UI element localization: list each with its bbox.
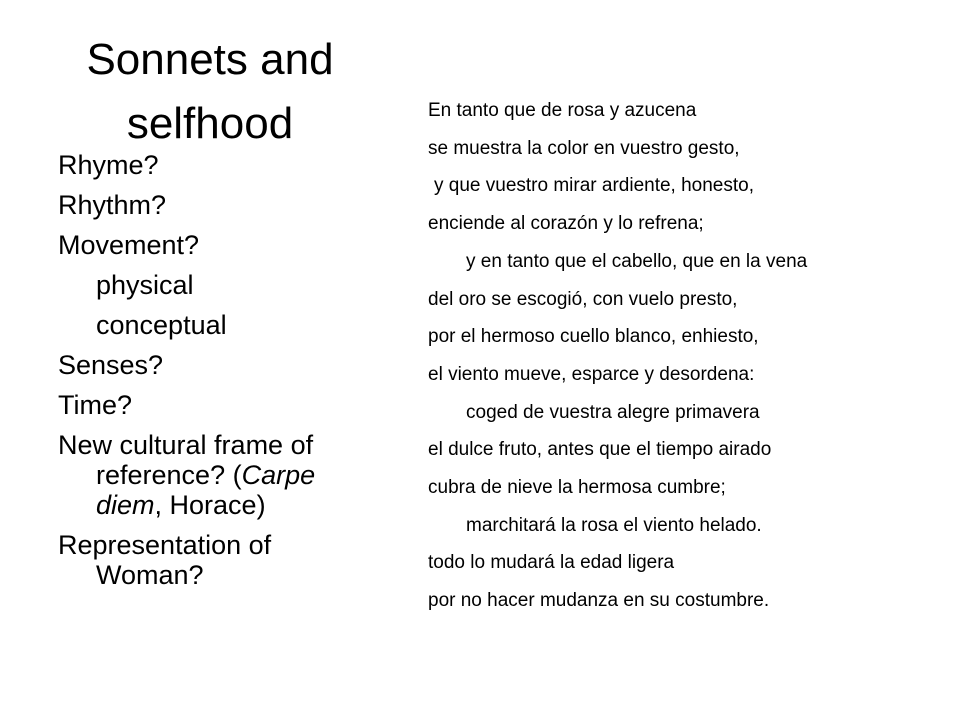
poem-line: y en tanto que el cabello, que en la vena xyxy=(466,250,808,272)
subquestion-physical: physical xyxy=(96,270,194,300)
question-rhyme: Rhyme? xyxy=(58,150,159,180)
questions-list xyxy=(58,150,378,600)
poem-line: enciende al corazón y lo refrena; xyxy=(428,213,704,235)
cultural-frame-text: New cultural frame of reference? ( xyxy=(58,430,314,490)
poem-line: En tanto que de rosa y azucena xyxy=(428,100,697,121)
subquestion-conceptual: conceptual xyxy=(96,310,227,340)
poem-line: el viento mueve, esparce y desordena: xyxy=(428,363,755,385)
sonnet-poem xyxy=(428,92,928,620)
question-senses: Senses? xyxy=(58,350,164,380)
question-cultural-frame xyxy=(58,430,378,520)
question-rhythm: Rhythm? xyxy=(58,190,167,220)
poem-line: por el hermoso cuello blanco, enhiesto, xyxy=(428,326,759,348)
question-movement: Movement? xyxy=(58,230,200,260)
poem-line: cubra de nieve la hermosa cumbre; xyxy=(428,477,726,499)
cultural-frame-text-end: , Horace) xyxy=(154,490,266,520)
poem-line: y que vuestro mirar ardiente, honesto, xyxy=(434,175,755,197)
poem-line: se muestra la color en vuestro gesto, xyxy=(428,137,740,159)
poem-line: coged de vuestra alegre primavera xyxy=(466,401,760,423)
question-time: Time? xyxy=(58,390,133,420)
poem-line: todo lo mudará la edad ligera xyxy=(428,552,675,574)
poem-line: el dulce fruto, antes que el tiempo airado xyxy=(428,439,772,461)
question-representation-of-woman: Representation of Woman? xyxy=(58,530,272,590)
poem-line: por no hacer mudanza en su costumbre. xyxy=(428,590,770,612)
carpe-diem-italic: Carpe diem xyxy=(96,460,316,520)
poem-line: del oro se escogió, con vuelo presto, xyxy=(428,288,738,310)
slide-title: Sonnets and selfhood xyxy=(86,35,334,148)
poem-line: marchitará la rosa el viento helado. xyxy=(466,514,762,536)
